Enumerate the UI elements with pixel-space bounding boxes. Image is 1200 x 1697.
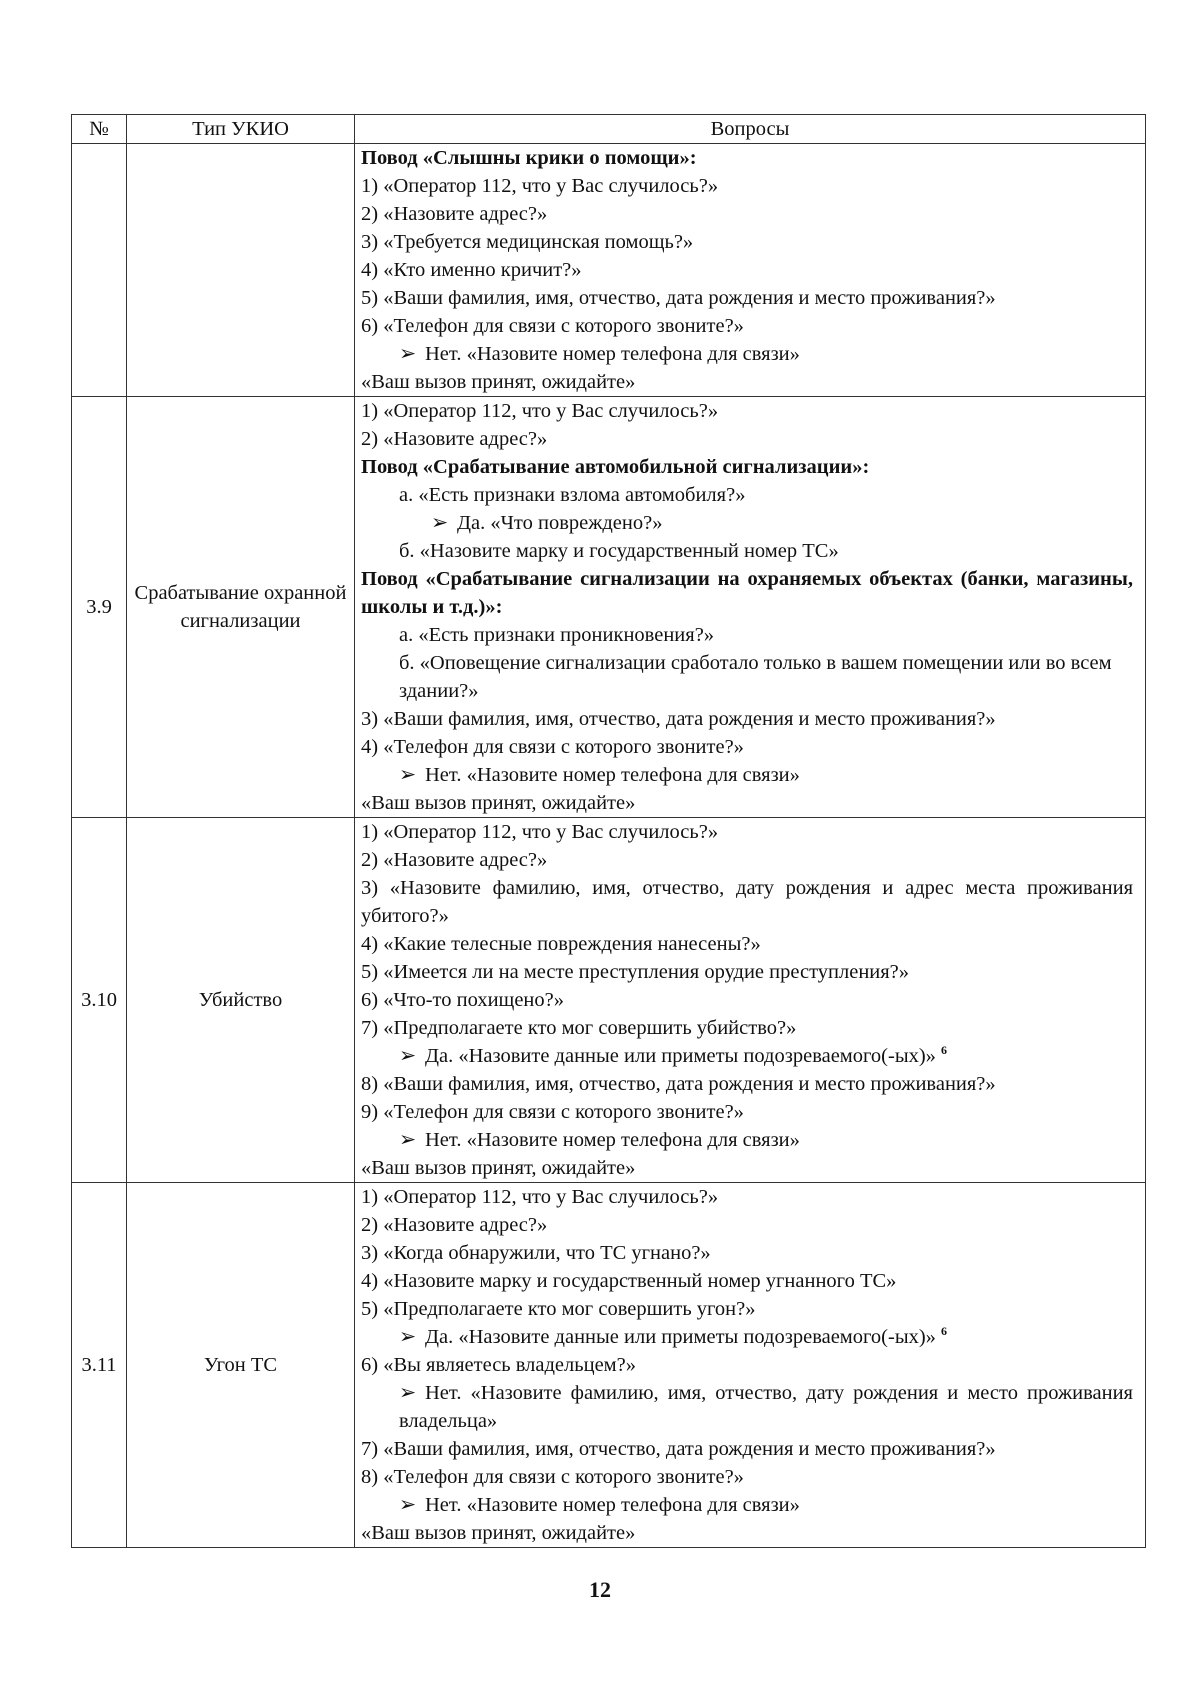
table-row: [72, 818, 1146, 1183]
header-questions: Вопросы: [355, 115, 1146, 144]
question-line: [361, 1239, 1133, 1267]
question-line: [361, 1014, 1133, 1042]
question-line: [361, 144, 1133, 172]
question-text: б. «Оповещение сигнализации сработало только в вашем помещении или во всем здании?»: [399, 652, 1112, 702]
question-text: Нет. «Назовите номер телефона для связи»: [425, 764, 800, 786]
question-line: [361, 228, 1133, 256]
question-line: [361, 986, 1133, 1014]
question-text: 7) «Предполагаете кто мог совершить убийство?»: [361, 1017, 797, 1039]
question-line: [361, 649, 1133, 705]
question-line: [361, 1211, 1133, 1239]
question-text: 8) «Ваши фамилия, имя, отчество, дата рождения и место проживания?»: [361, 1073, 996, 1095]
question-line: [361, 425, 1133, 453]
question-text: 5) «Предполагаете кто мог совершить угон?»: [361, 1298, 756, 1320]
question-line: [361, 565, 1133, 621]
header-num: №: [72, 115, 127, 144]
question-text: 4) «Телефон для связи с которого звоните?»: [361, 736, 744, 758]
question-text: 5) «Ваши фамилия, имя, отчество, дата рождения и место проживания?»: [361, 287, 996, 309]
question-line: [361, 1295, 1133, 1323]
question-line: [361, 340, 1133, 368]
row-type: Убийство: [127, 818, 355, 1183]
question-text: 3) «Требуется медицинская помощь?»: [361, 231, 694, 253]
page-number: 12: [589, 1577, 611, 1602]
question-text: 1) «Оператор 112, что у Вас случилось?»: [361, 400, 719, 422]
question-line: [361, 284, 1133, 312]
question-line: [361, 172, 1133, 200]
row-number: [72, 144, 127, 397]
question-line: [361, 368, 1133, 396]
question-line: [361, 1183, 1133, 1211]
question-text: а. «Есть признаки взлома автомобиля?»: [399, 484, 746, 506]
question-text: 2) «Назовите адрес?»: [361, 849, 548, 871]
question-text: 2) «Назовите адрес?»: [361, 1214, 548, 1236]
row-questions: [355, 144, 1146, 397]
question-text: 8) «Телефон для связи с которого звоните?»: [361, 1466, 744, 1488]
question-line: [361, 256, 1133, 284]
arrow-bullet-icon: ➢: [399, 1382, 417, 1404]
arrow-bullet-icon: ➢: [399, 764, 417, 786]
question-line: [361, 1070, 1133, 1098]
row-type: [127, 144, 355, 397]
question-text: 3) «Ваши фамилия, имя, отчество, дата рождения и место проживания?»: [361, 708, 996, 730]
table-header-row: [72, 115, 1146, 144]
question-line: [361, 397, 1133, 425]
question-line: [361, 509, 1133, 537]
question-line: [361, 453, 1133, 481]
table-row: [72, 397, 1146, 818]
question-line: [361, 1042, 1133, 1070]
question-line: [361, 958, 1133, 986]
question-text: «Ваш вызов принят, ожидайте»: [361, 371, 636, 393]
question-text: «Ваш вызов принят, ожидайте»: [361, 1522, 636, 1544]
question-text: Да. «Что повреждено?»: [457, 512, 663, 534]
question-text: 4) «Кто именно кричит?»: [361, 259, 582, 281]
row-questions: [355, 818, 1146, 1183]
row-questions: [355, 1183, 1146, 1548]
question-line: [361, 1126, 1133, 1154]
question-line: [361, 200, 1133, 228]
question-line: [361, 1491, 1133, 1519]
question-text: 3) «Когда обнаружили, что ТС угнано?»: [361, 1242, 711, 1264]
question-text: «Ваш вызов принят, ожидайте»: [361, 792, 636, 814]
question-text: Нет. «Назовите номер телефона для связи»: [425, 343, 800, 365]
question-line: [361, 818, 1133, 846]
question-line: [361, 1323, 1133, 1351]
question-text: Нет. «Назовите номер телефона для связи»: [425, 1129, 800, 1151]
question-line: [361, 481, 1133, 509]
question-text: б. «Назовите марку и государственный номер ТС»: [399, 540, 839, 562]
question-text: Повод «Срабатывание сигнализации на охраняемых объектах (банки, магазины, школы и т.д.)»:: [361, 568, 1133, 618]
questions-table: [71, 114, 1146, 1548]
arrow-bullet-icon: ➢: [399, 1494, 417, 1516]
arrow-bullet-icon: ➢: [399, 343, 417, 365]
row-number: 3.11: [72, 1183, 127, 1548]
question-line: [361, 312, 1133, 340]
question-line: [361, 1098, 1133, 1126]
arrow-bullet-icon: ➢: [431, 512, 449, 534]
table-row: [72, 1183, 1146, 1548]
row-number: 3.10: [72, 818, 127, 1183]
question-line: [361, 733, 1133, 761]
row-number: 3.9: [72, 397, 127, 818]
question-line: [361, 537, 1133, 565]
arrow-bullet-icon: ➢: [399, 1129, 417, 1151]
question-text: 2) «Назовите адрес?»: [361, 428, 548, 450]
question-text: 6) «Что-то похищено?»: [361, 989, 564, 1011]
question-text: 4) «Назовите марку и государственный номер угнанного ТС»: [361, 1270, 897, 1292]
question-line: [361, 1463, 1133, 1491]
question-line: [361, 705, 1133, 733]
question-line: [361, 930, 1133, 958]
question-text: Повод «Слышны крики о помощи»:: [361, 147, 697, 169]
footnote-ref: 6: [941, 1043, 948, 1057]
question-line: [361, 1519, 1133, 1547]
question-text: 7) «Ваши фамилия, имя, отчество, дата рождения и место проживания?»: [361, 1438, 996, 1460]
question-text: а. «Есть признаки проникновения?»: [399, 624, 715, 646]
row-questions: [355, 397, 1146, 818]
question-line: [361, 846, 1133, 874]
question-text: 3) «Назовите фамилию, имя, отчество, дату рождения и адрес места проживания убитого?»: [361, 877, 1133, 927]
question-text: «Ваш вызов принят, ожидайте»: [361, 1157, 636, 1179]
question-line: [361, 1351, 1133, 1379]
question-text: Нет. «Назовите номер телефона для связи»: [425, 1494, 800, 1516]
question-text: Да. «Назовите данные или приметы подозреваемого(-ых)»: [425, 1326, 936, 1348]
question-line: [361, 1435, 1133, 1463]
table-row: [72, 144, 1146, 397]
row-type: Срабатывание охранной сигнализации: [127, 397, 355, 818]
question-text: 6) «Телефон для связи с которого звоните?»: [361, 315, 744, 337]
question-text: 5) «Имеется ли на месте преступления орудие преступления?»: [361, 961, 910, 983]
question-text: Да. «Назовите данные или приметы подозреваемого(-ых)»: [425, 1045, 936, 1067]
question-text: Нет. «Назовите фамилию, имя, отчество, дату рождения и место проживания владельца»: [399, 1382, 1133, 1432]
question-line: [361, 789, 1133, 817]
footnote-ref: 6: [941, 1324, 948, 1338]
arrow-bullet-icon: ➢: [399, 1326, 417, 1348]
header-type: Тип УКИО: [127, 115, 355, 144]
question-text: 1) «Оператор 112, что у Вас случилось?»: [361, 1186, 719, 1208]
question-line: [361, 874, 1133, 930]
question-text: 4) «Какие телесные повреждения нанесены?»: [361, 933, 761, 955]
question-text: 1) «Оператор 112, что у Вас случилось?»: [361, 175, 719, 197]
question-line: [361, 1267, 1133, 1295]
question-line: [361, 1154, 1133, 1182]
question-text: 2) «Назовите адрес?»: [361, 203, 548, 225]
question-line: [361, 621, 1133, 649]
question-text: Повод «Срабатывание автомобильной сигнализации»:: [361, 456, 870, 478]
question-text: 9) «Телефон для связи с которого звоните?»: [361, 1101, 744, 1123]
question-text: 6) «Вы являетесь владельцем?»: [361, 1354, 636, 1376]
question-text: 1) «Оператор 112, что у Вас случилось?»: [361, 821, 719, 843]
row-type: Угон ТС: [127, 1183, 355, 1548]
arrow-bullet-icon: ➢: [399, 1045, 417, 1067]
question-line: [361, 1379, 1133, 1435]
question-line: [361, 761, 1133, 789]
